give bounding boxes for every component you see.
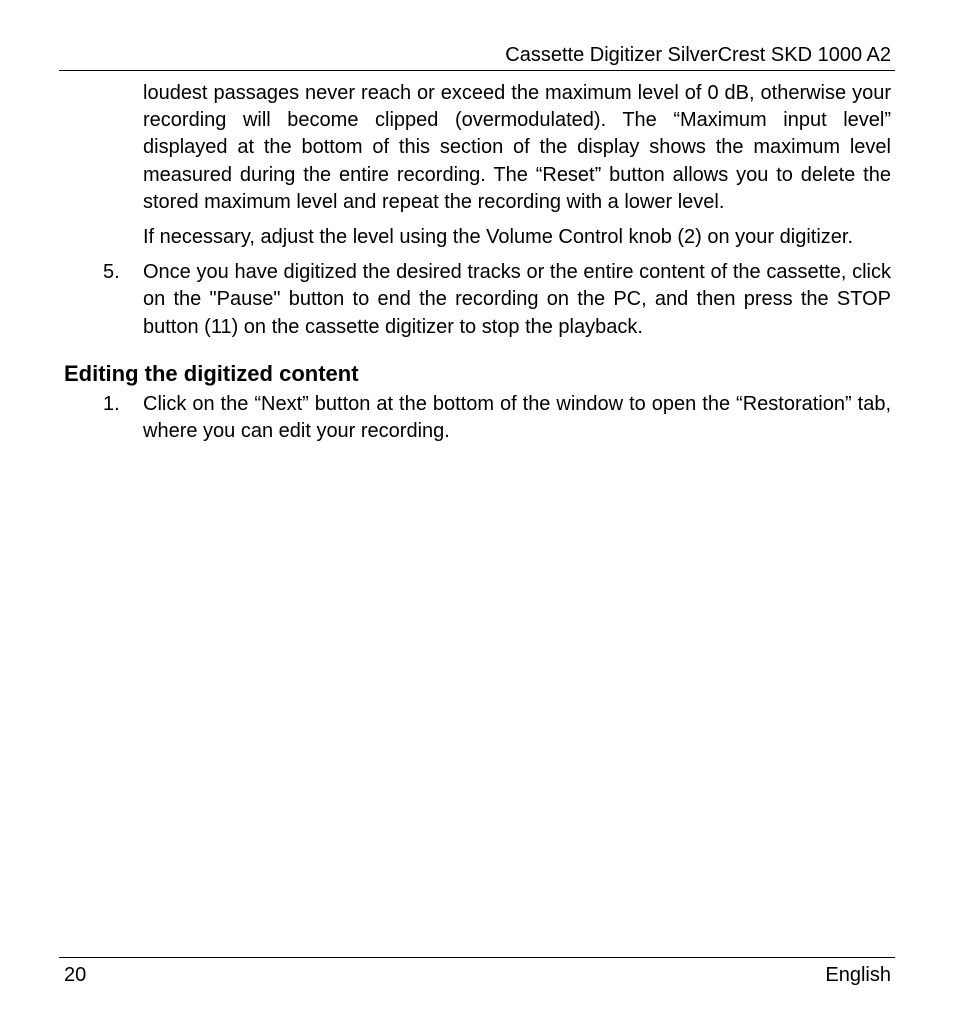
footer-rule [59, 957, 895, 958]
list-item-text: Once you have digitized the desired tracks or the entire content of the cassette, click on the "Pause" button to end the recording on the PC, and then press the STOP button (11) on the cassette digitizer to stop the playback. [143, 261, 891, 338]
list-item-number: 1. [103, 392, 120, 415]
paragraph-adjust-level: If necessary, adjust the level using the Volume Control knob (2) on your digitizer. [143, 226, 854, 249]
paragraph-max-level: loudest passages never reach or exceed the maximum level of 0 dB, otherwise your recording will become clipped (overmodulated). The “Maximum input level” displayed at the bottom of this section of the display shows the maximum level measured during the entire recording. The “Reset” button allows you to delete the stored maximum level and repeat the recording with a lower level. [143, 82, 891, 213]
page-content [0, 80, 954, 445]
header-title: Cassette Digitizer SilverCrest SKD 1000 A2 [505, 44, 891, 66]
list-item-number: 5. [103, 261, 120, 284]
section-heading: Editing the digitized content [64, 360, 359, 386]
header-rule [59, 70, 895, 71]
list-item-text: Click on the “Next” button at the bottom of the window to open the “Restoration” tab, where you can edit your recording. [143, 392, 891, 443]
list-item-step-1 [103, 391, 891, 445]
footer-language: English [825, 964, 891, 986]
page-number: 20 [64, 964, 87, 986]
list-item-step-5 [103, 259, 891, 341]
